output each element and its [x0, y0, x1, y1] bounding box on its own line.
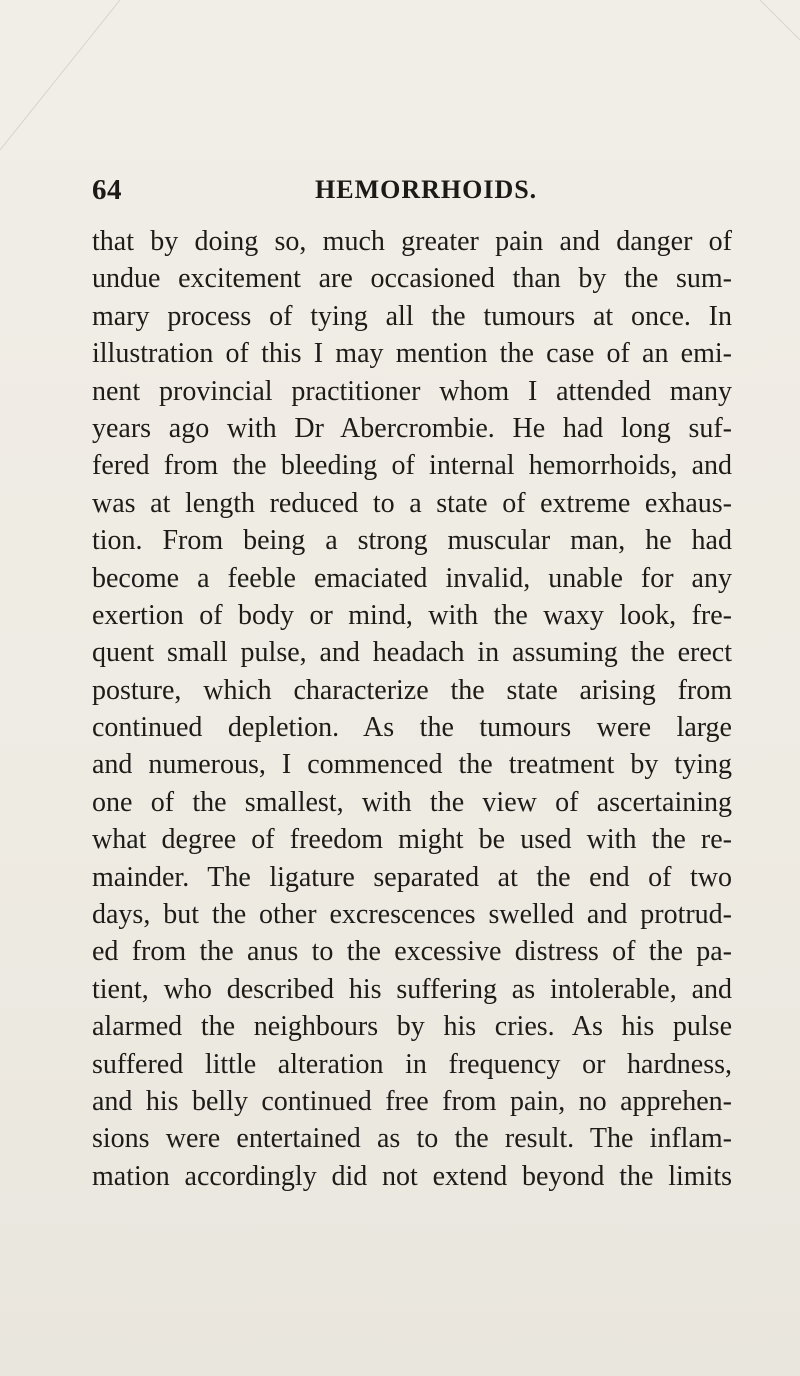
- text-line: what degree of freedom might be used with the re-: [92, 824, 732, 856]
- text-line: sions were entertained as to the result. The inflam-: [92, 1123, 732, 1155]
- text-line: illustration of this I may mention the case of an emi-: [92, 338, 732, 370]
- text-line: years ago with Dr Abercrombie. He had long suf-: [92, 412, 732, 444]
- text-line: ed from the anus to the excessive distress of the pa-: [92, 936, 732, 968]
- text-line: days, but the other excrescences swelled and protrud-: [92, 899, 732, 931]
- text-line: that by doing so, much greater pain and danger of: [92, 226, 732, 257]
- text-line: and his belly continued free from pain, no apprehen-: [92, 1085, 732, 1117]
- text-line: tient, who described his suffering as intolerable, and: [92, 973, 732, 1005]
- page-header: [92, 174, 732, 206]
- text-line: suffered little alteration in frequency or hardness,: [92, 1048, 732, 1080]
- text-line: mary process of tying all the tumours at once. In: [92, 300, 732, 332]
- text-line: posture, which characterize the state arising from: [92, 674, 732, 706]
- text-line: exertion of body or mind, with the waxy look, fre-: [92, 599, 732, 631]
- text-line: continued depletion. As the tumours were large: [92, 712, 732, 744]
- text-line: mainder. The ligature separated at the end of two: [92, 861, 732, 893]
- body-text: [92, 223, 732, 1195]
- text-line: become a feeble emaciated invalid, unable for any: [92, 562, 732, 594]
- text-line: tion. From being a strong muscular man, he had: [92, 525, 732, 557]
- text-line: mation accordingly did not extend beyond the limits: [92, 1160, 732, 1192]
- text-line: was at length reduced to a state of extreme exhaus-: [92, 487, 732, 519]
- text-line: quent small pulse, and headach in assuming the erect: [92, 637, 732, 669]
- running-head: HEMORRHOIDS.: [315, 175, 538, 204]
- text-line: alarmed the neighbours by his cries. As his pulse: [92, 1011, 732, 1043]
- text-line: and numerous, I commenced the treatment by tying: [92, 749, 732, 781]
- text-line: fered from the bleeding of internal hemorrhoids, and: [92, 450, 732, 482]
- text-line: one of the smallest, with the view of ascertaining: [92, 786, 732, 818]
- text-line: nent provincial practitioner whom I attended many: [92, 375, 732, 407]
- text-line: undue excitement are occasioned than by the sum-: [92, 263, 732, 295]
- page-number: 64: [92, 174, 122, 206]
